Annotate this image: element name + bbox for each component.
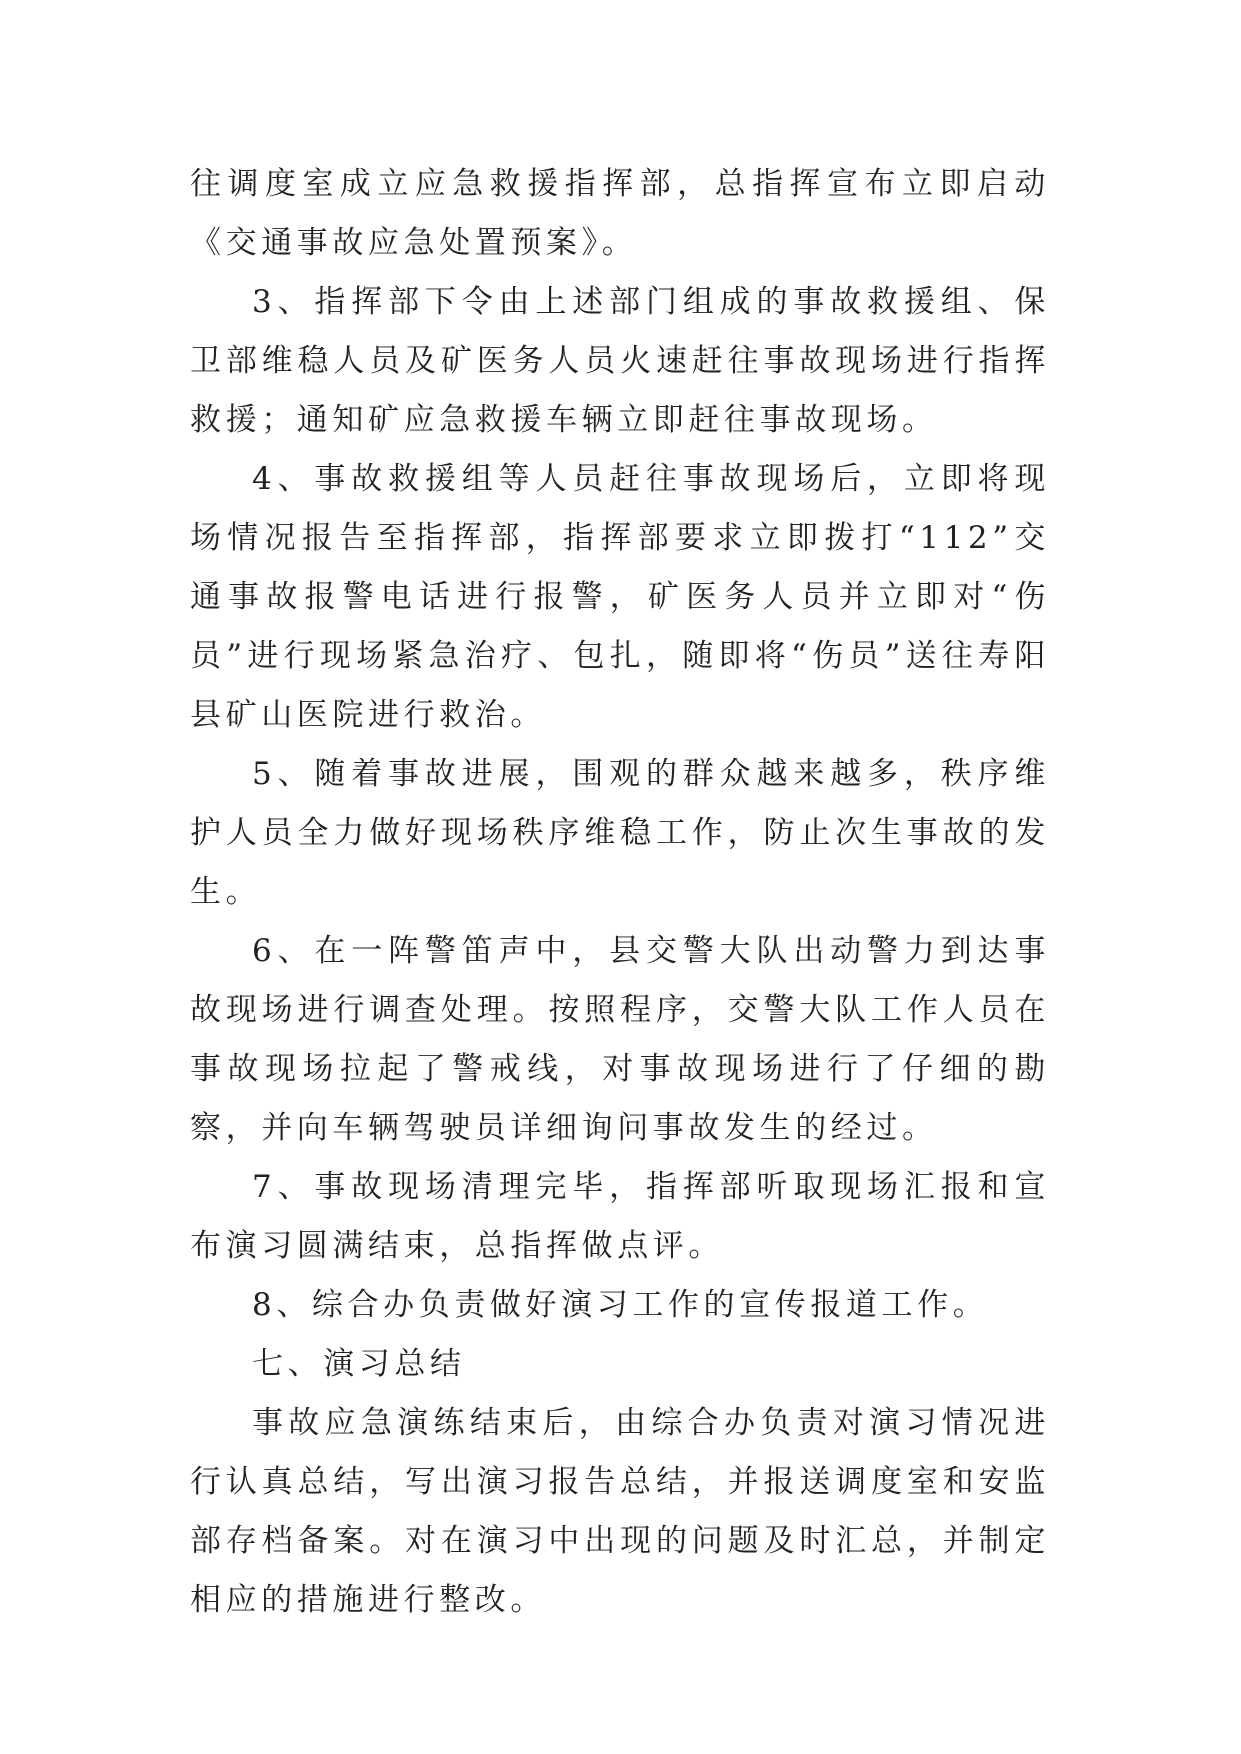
paragraph-step-5: 5、随着事故进展，围观的群众越来越多，秩序维护人员全力做好现场秩序维稳工作，防止次生事故的发生。 (190, 756, 1050, 910)
paragraph-step-6: 6、在一阵警笛声中，县交警大队出动警力到达事故现场进行调查处理。按照程序，交警大队工作人员在事故现场拉起了警戒线，对事故现场进行了仔细的勘察，并向车辆驾驶员详细询问事故发生的经过。 (190, 933, 1050, 1146)
paragraph-summary: 事故应急演练结束后，由综合办负责对演习情况进行认真总结，写出演习报告总结，并报送调度室和安监部存档备案。对在演习中出现的问题及时汇总，并制定相应的措施进行整改。 (190, 1405, 1050, 1618)
paragraph-continuation: 往调度室成立应急救援指挥部，总指挥宣布立即启动《交通事故应急处置预案》。 (190, 166, 1050, 261)
section-heading-summary: 七、演习总结 (252, 1346, 466, 1382)
paragraph-step-8: 8、综合办负责做好演习工作的宣传报道工作。 (252, 1287, 989, 1323)
paragraph-step-7: 7、事故现场清理完毕，指挥部听取现场汇报和宣布演习圆满结束，总指挥做点评。 (190, 1169, 1050, 1264)
document-body (190, 155, 1050, 1630)
paragraph-step-3: 3、指挥部下令由上述部门组成的事故救援组、保卫部维稳人员及矿医务人员火速赶往事故现场进行指挥救援；通知矿应急救援车辆立即赶往事故现场。 (190, 284, 1050, 438)
paragraph-step-4: 4、事故救援组等人员赶往事故现场后，立即将现场情况报告至指挥部，指挥部要求立即拨打“112”交通事故报警电话进行报警，矿医务人员并立即对“伤员”进行现场紧急治疗、包扎，随即将“伤员”送往寿阳县矿山医院进行救治。 (190, 461, 1050, 733)
